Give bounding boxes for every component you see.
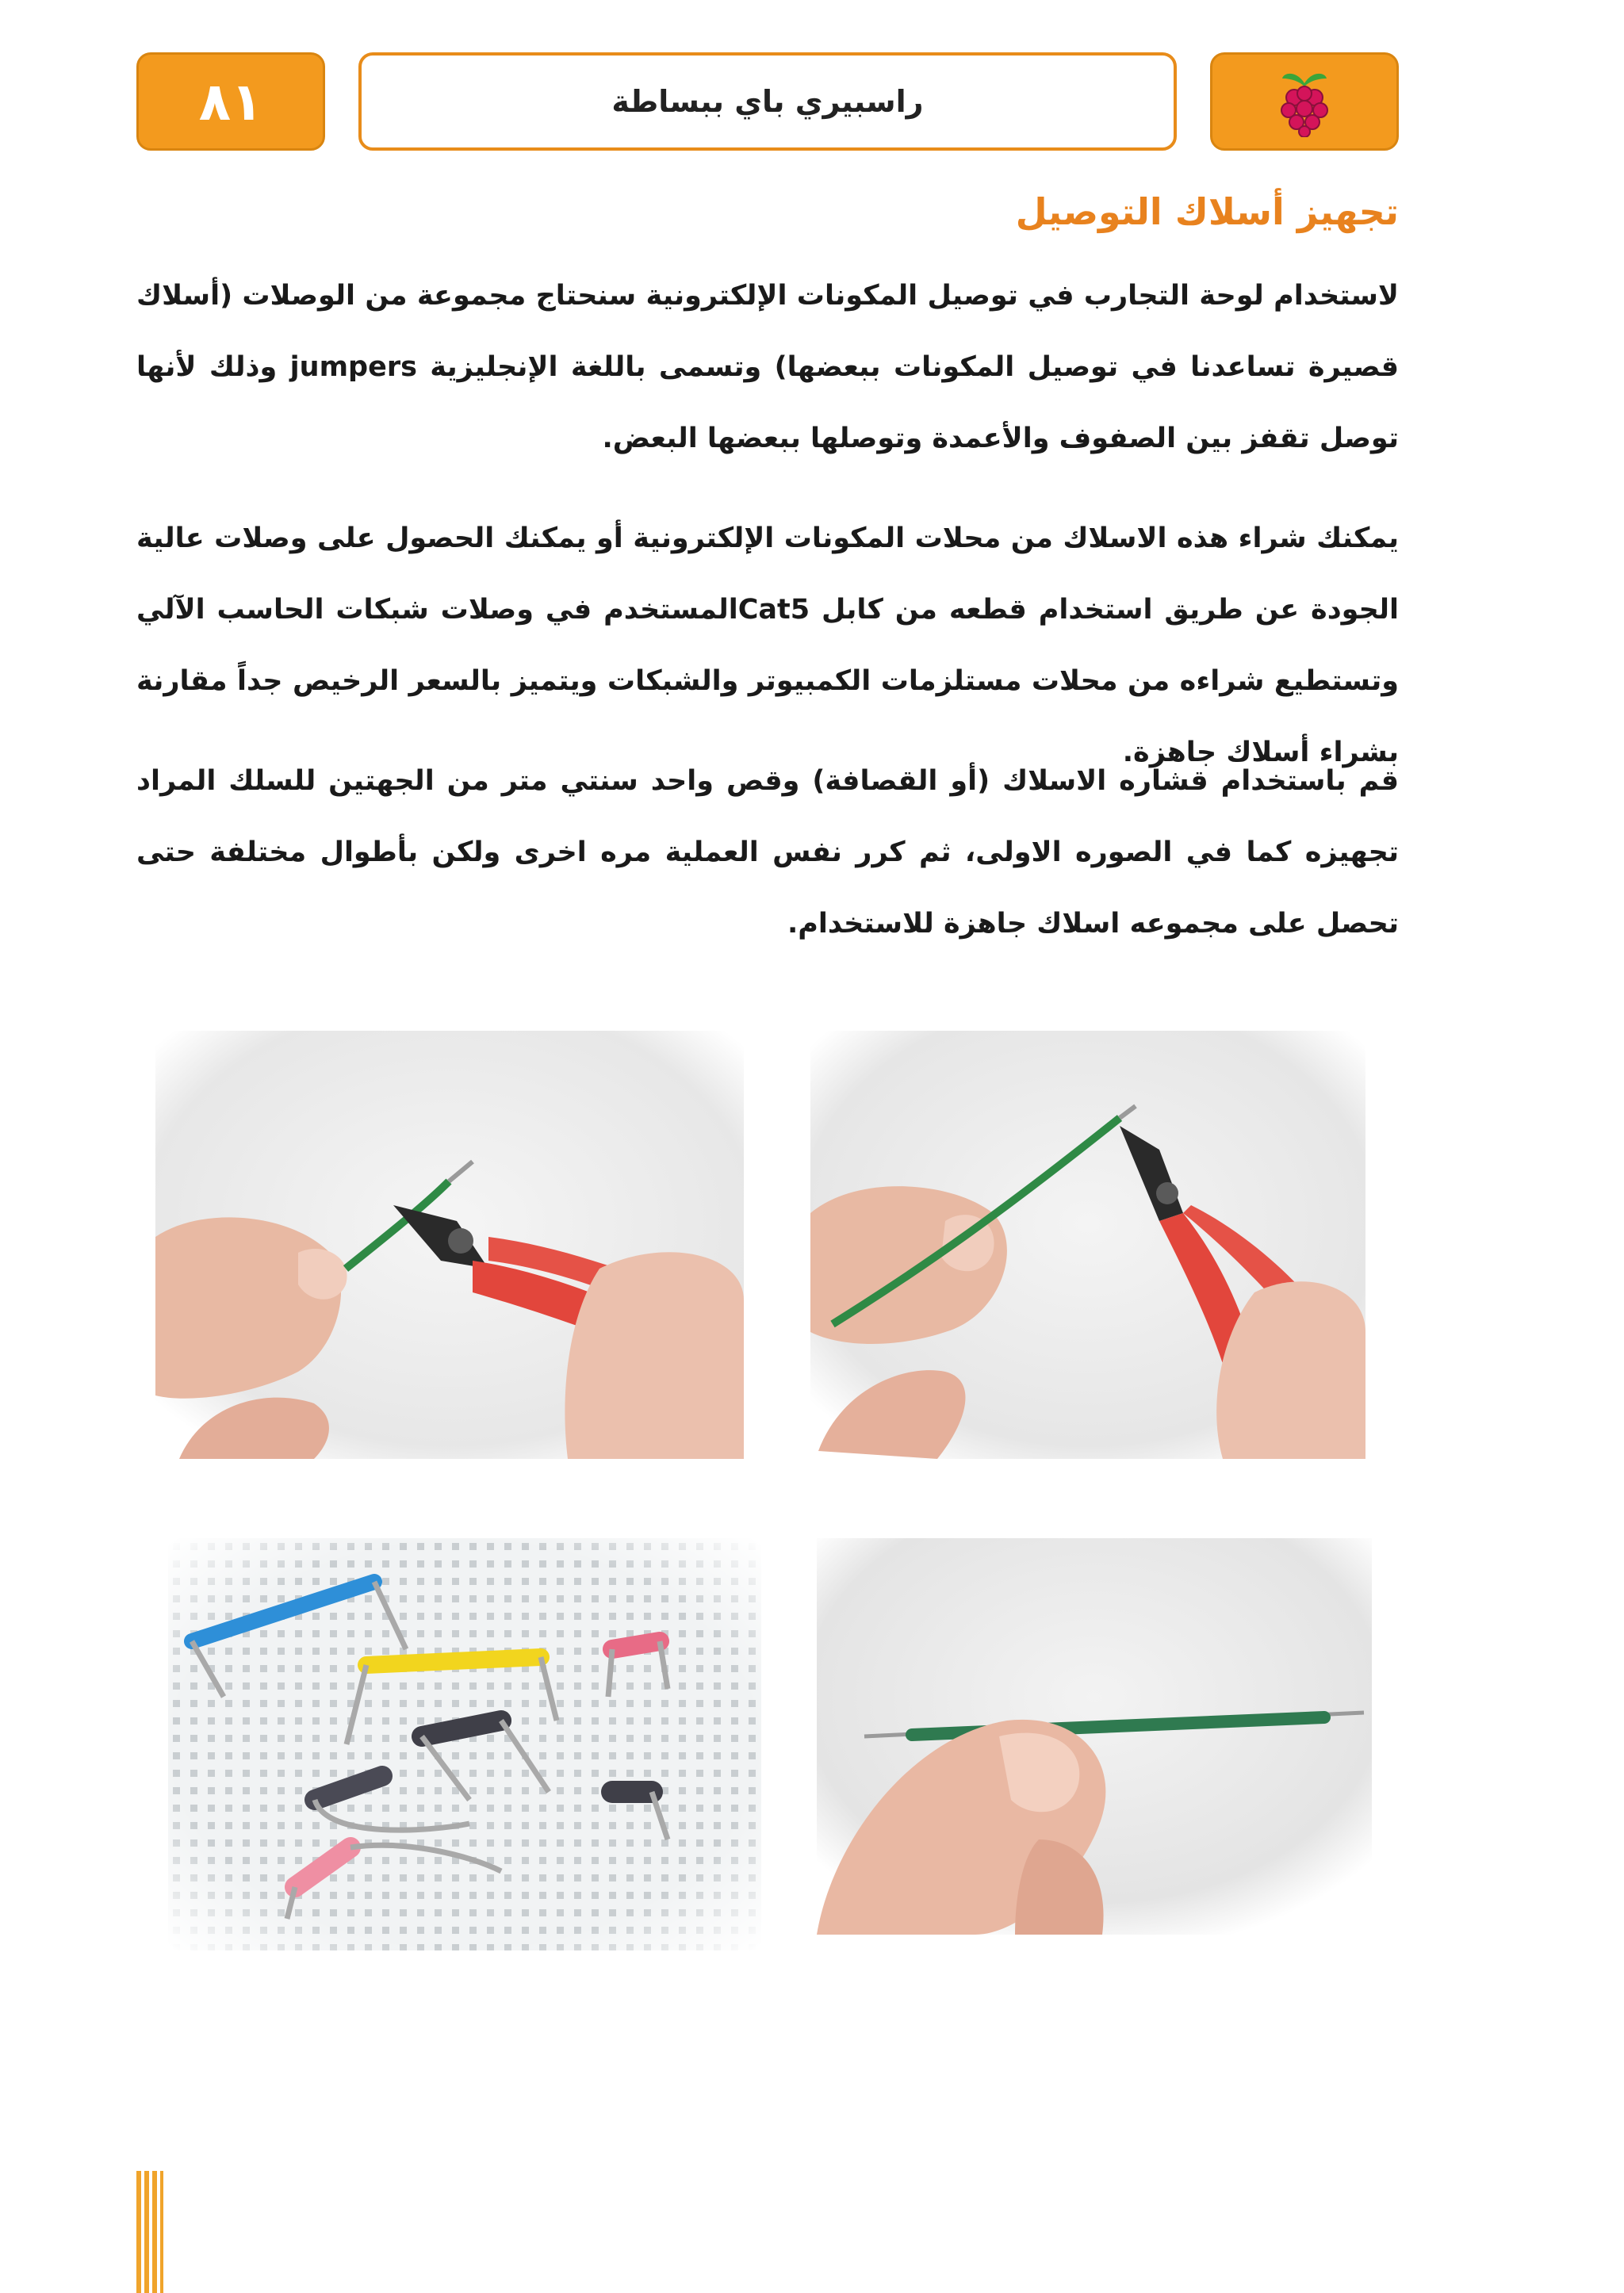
logo-badge bbox=[1210, 52, 1399, 151]
paragraph-cutting-steps: قم باستخدام قشاره الاسلاك (أو القصافة) وقص واحد سنتي متر من الجهتين للسلك المراد تجهيزه كما في الصوره الاولى، ثم كرر نفس العملية مره اخرى ولكن بأطوال مختلفة حتى تحصل على مجموعه اسلاك جاهزة للاستخدام. bbox=[136, 765, 1399, 940]
photo-cutting-wire-step1 bbox=[810, 1031, 1365, 1459]
raspberry-pi-logo-icon bbox=[1273, 66, 1336, 137]
paragraph-cat5-cable: يمكنك شراء هذه الاسلاك من محلات المكونات الإلكترونية أو يمكنك الحصول على وصلات عالية الجودة عن طريق استخدام قطعه من كابل Cat5المستخدم في وصلات شبكات الحاسب الآلي وتستطيع شراءه من محلات مستلزمات الكمبيوتر والشبكات ويتميز بالسعر الرخيص جداً مقارنة بشراء أسلاك جاهزة. bbox=[136, 523, 1399, 768]
section-title: تجهيز أسلاك التوصيل bbox=[1015, 190, 1399, 233]
photo-cutting-wire-step2 bbox=[155, 1031, 744, 1459]
photo-jumpers-on-breadboard bbox=[168, 1538, 761, 1950]
paragraph-jumpers-intro: لاستخدام لوحة التجارب في توصيل المكونات الإلكترونية سنحتاج مجموعة من الوصلات (أسلاك قصيرة تساعدنا في توصيل المكونات ببعضها) وتسمى باللغة الإنجليزية jumpers وذلك لأنها توصل تقفز بين الصفوف والأعمدة وتوصلها ببعضها البعض. bbox=[136, 280, 1399, 454]
page-number: ٨١ bbox=[136, 52, 325, 151]
photo-stripped-wire bbox=[817, 1538, 1372, 1935]
decorative-stripes bbox=[136, 2171, 163, 2293]
book-title: راسبيري باي ببساطة bbox=[358, 52, 1177, 151]
